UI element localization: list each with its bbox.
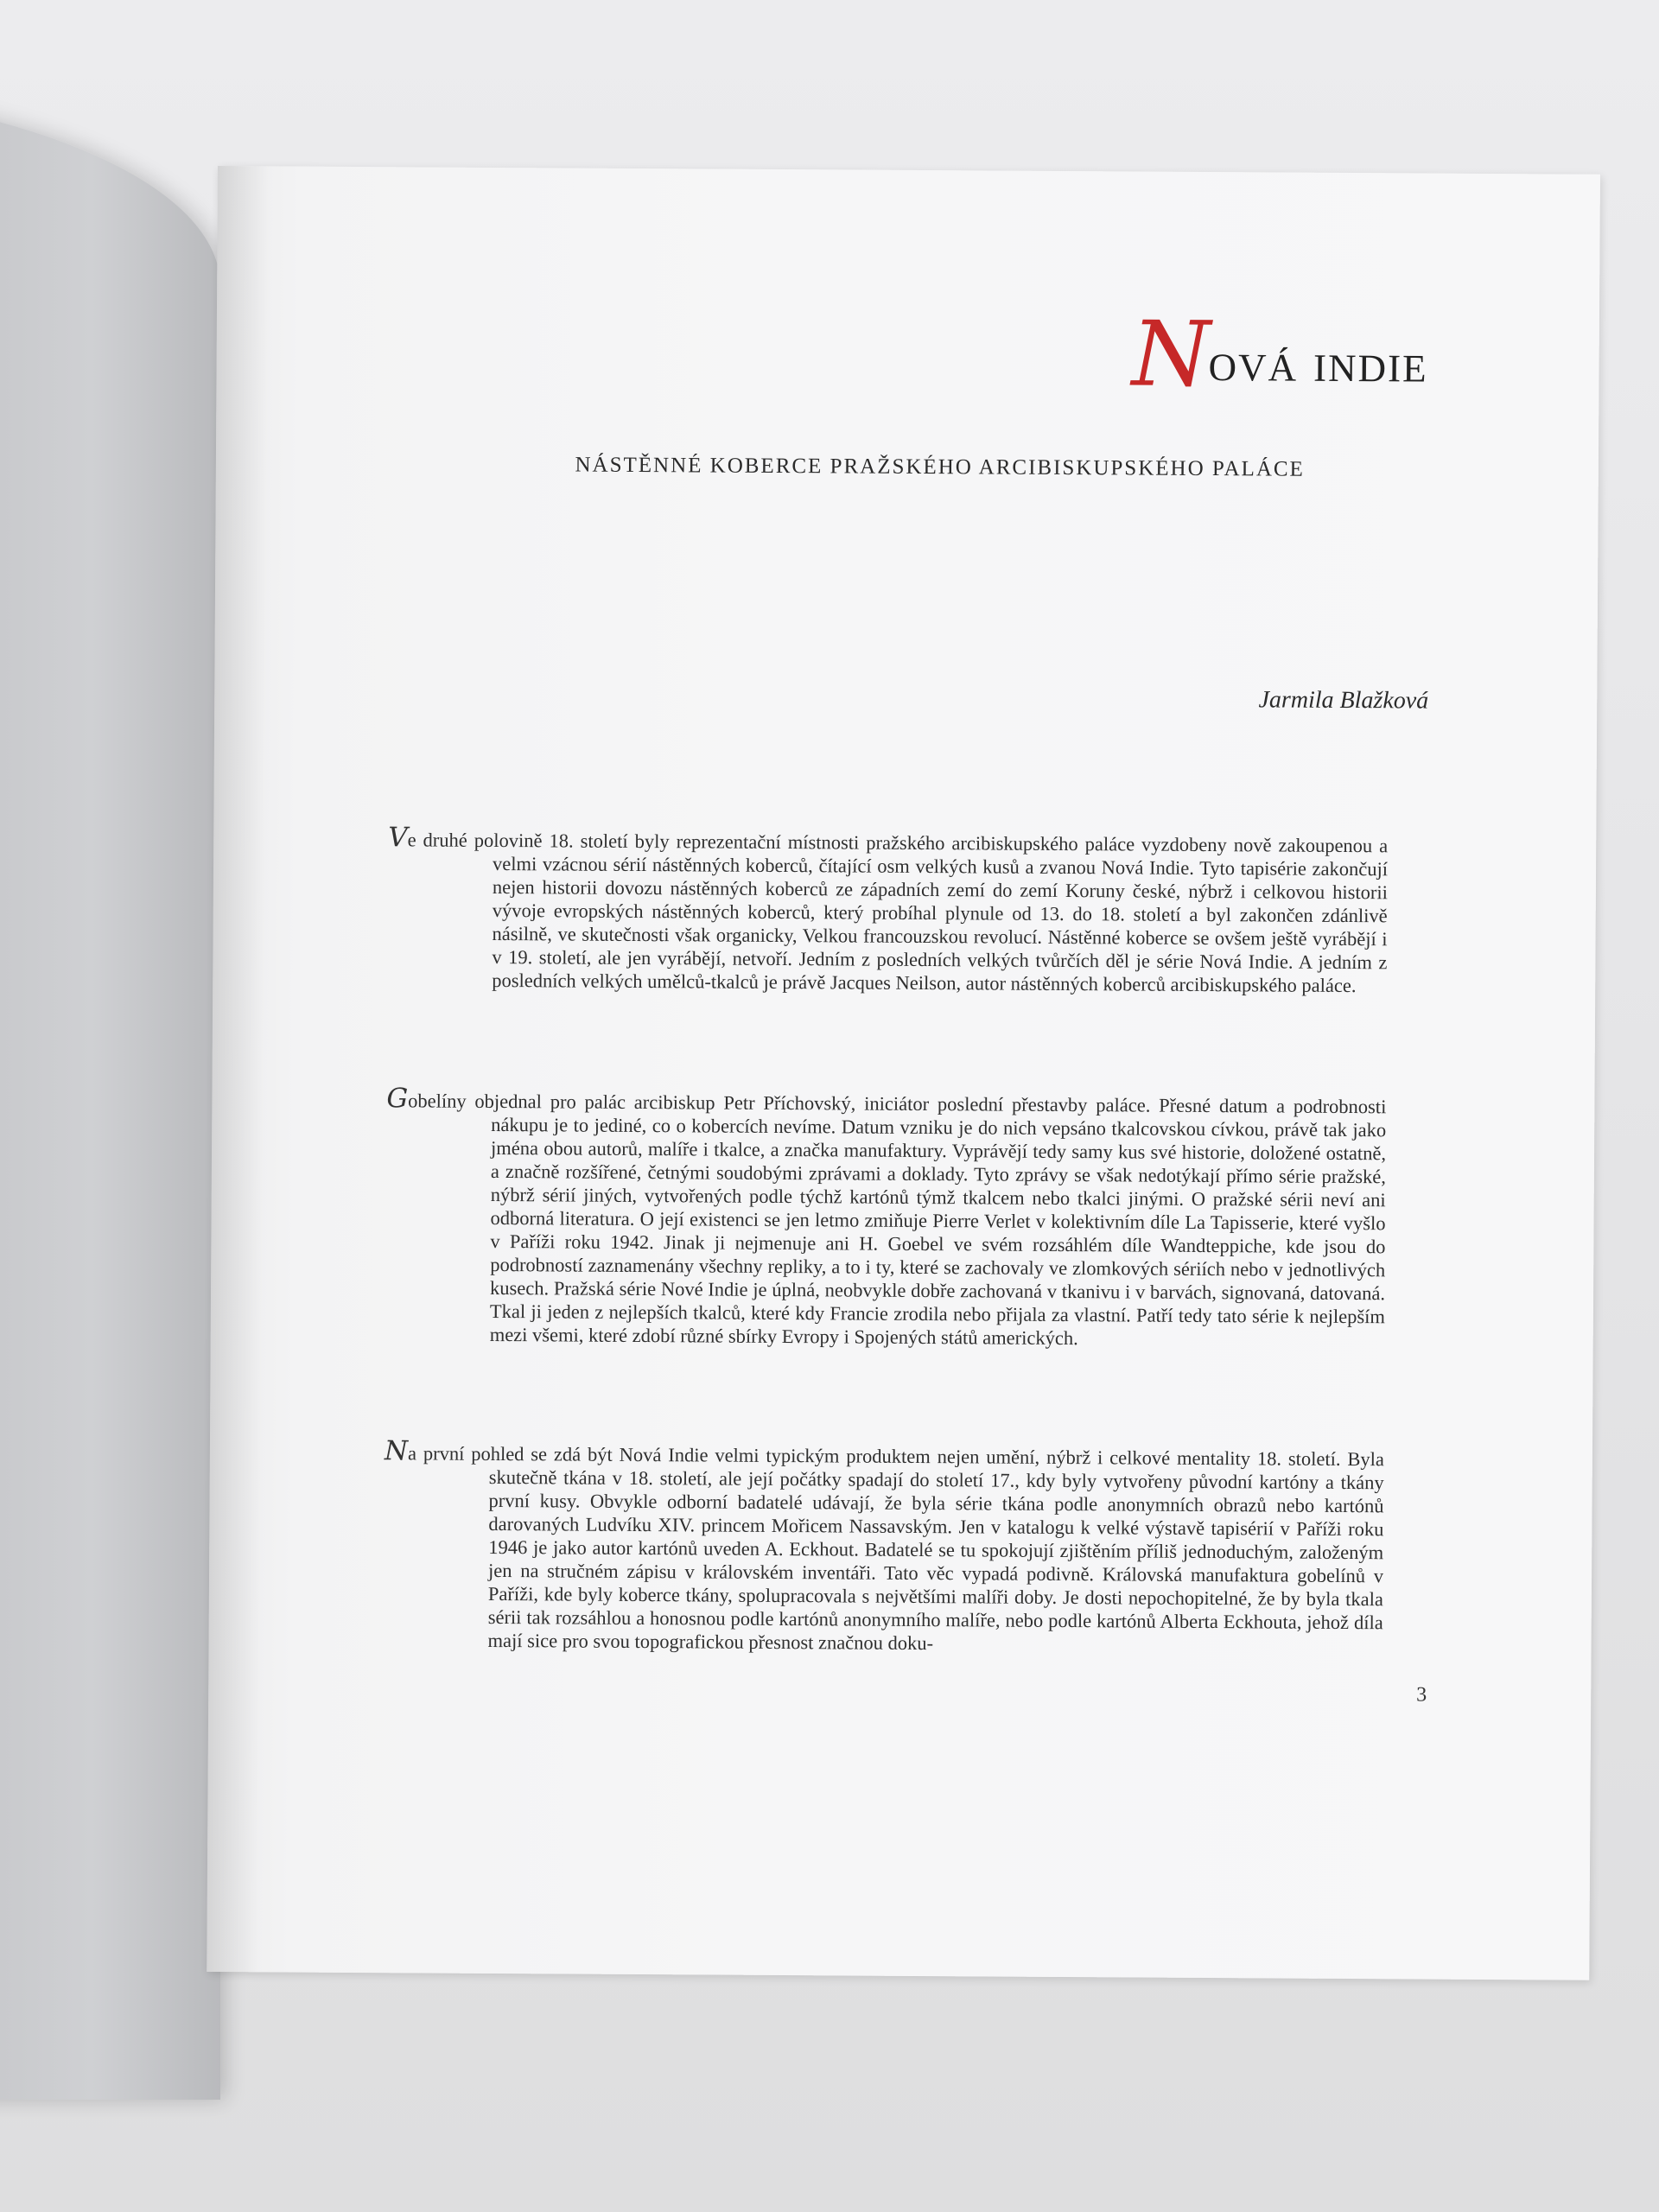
paragraph-initial: V bbox=[388, 822, 408, 854]
page-number: 3 bbox=[1416, 1683, 1427, 1707]
title-rest: ová indie bbox=[1208, 331, 1428, 394]
paragraph-text: a první pohled se zdá být Nová Indie velmi typickým produktem nejen umění, nýbrž i celkové mentality 18. století. Byla skutečně tkána v 18. století, ale její počátky spadají do století 17., kdy byly vytvořeny původní kartóny a tkány první kusy. Obvykle odborní badatelé udávají, že byla série tkána podle anonymních obrazů nebo kartónů darovaných Ludvíku XIV. princem Mořicem Nassavským. Jen v katalogu k velké výstavě tapisérií v Paříži roku 1946 je jako autor kartónů uveden A. Eckhout. Badatelé se tu spokojují zjištěním příliš jednoduchým, založeným jen na stručném zápisu v královském inventáři. Tato věc vypadá podivně. Královská manufaktura gobelínů v Paříži, kde byly koberce tkány, spolupracovala s největšími malíři doby. Je dosti nepochopitelné, že by byla tkala sérii tak rozsáhlou a honosnou podle kartónů anonymního malíře, nebo podle kartónů Alberta Eckhouta, jehož díla mají sice pro svou topografickou přesnost značnou doku- bbox=[407, 1442, 1384, 1655]
paragraph-initial: N bbox=[384, 1435, 409, 1467]
page-title bbox=[1131, 301, 1428, 408]
paragraph-2 bbox=[385, 1083, 1387, 1351]
gutter-shadow bbox=[207, 166, 270, 1972]
paragraph-1 bbox=[387, 822, 1389, 997]
subtitle: NÁSTĚNNÉ KOBERCE PRAŽSKÉHO ARCIBISKUPSKÉHO PALÁCE bbox=[575, 453, 1305, 481]
title-initial: N bbox=[1131, 301, 1213, 408]
left-page bbox=[0, 86, 220, 2100]
document-page bbox=[207, 166, 1600, 1980]
paragraph-text: obelíny objednal pro palác arcibiskup Petr Příchovský, iniciátor poslední přestavby paláce. Přesné datum a podrobnosti nákupu je to jediné, co o kobercích nevíme. Datum vzniku je do nich vepsáno tkalcovskou cívkou, právě tak jako jména obou autorů, malíře i tkalce, a značka manufaktury. Vyprávějí tedy samy kus své historie, doložené ostatně, a značně rozšířené, četnými soudobými zprávami a doklady. Tyto zprávy se však nedotýkají přímo série pražské, nýbrž sérií jiných, vytvořených podle týchž kartónů týmž tkalcem nebo tkalci jinými. O pražské sérii neví ani odborná literatura. O její existenci se jen letmo zmiňuje Pierre Verlet v kolektivním díle La Tapisserie, které vyšlo v Paříži roku 1942. Jinak ji nejmenuje ani H. Goebel ve svém rozsáhlém díle Wandteppiche, kde jsou do podrobností zaznamenány všechny repliky, a to i ty, které se zachovaly ve zlomkových sériích nebo v jednotlivých kusech. Pražská série Nové Indie je úplná, neobvykle dobře zachovaná v tkanivu i v barvách, signovaná, datovaná. Tkal ji jeden z nejlepších tkalců, které kdy Francie zrodila nebo přijala za vlastní. Patří tedy tato série k nejlepším mezi všemi, které zdobí různé sbírky Evropy i Spojených států amerických. bbox=[408, 1090, 1387, 1350]
paragraph-text: e druhé polovině 18. století byly reprezentační místnosti pražského arcibiskupského paláce vyzdobeny nově zakoupenou a velmi vzácnou sérií nástěnných koberců, čítající osm velkých kusů a zvanou Nová Indie. Tyto tapisérie zakončují nejen historii dovozu nástěnných koberců ze západních zemí do zemí Koruny české, nýbrž i celkovou historii vývoje evropských nástěnných koberců, který probíhal plynule od 13. do 18. století a byl zakončen zdánlivě násilně, ve skutečnosti však organicky, Velkou francouzskou revolucí. Nástěnné koberce se ovšem ještě vyrábějí i v 19. století, ale jen vyrábějí, netvoří. Jedním z posledních velkých tvůrčích děl je série Nová Indie. A jedním z posledních velkých umělců-tkalců je právě Jacques Neilson, autor nástěnných koberců arcibiskupského paláce. bbox=[407, 829, 1389, 997]
paragraph-initial: G bbox=[386, 1083, 409, 1115]
paragraph-3 bbox=[384, 1435, 1384, 1657]
author-name: Jarmila Blažková bbox=[1258, 686, 1429, 715]
